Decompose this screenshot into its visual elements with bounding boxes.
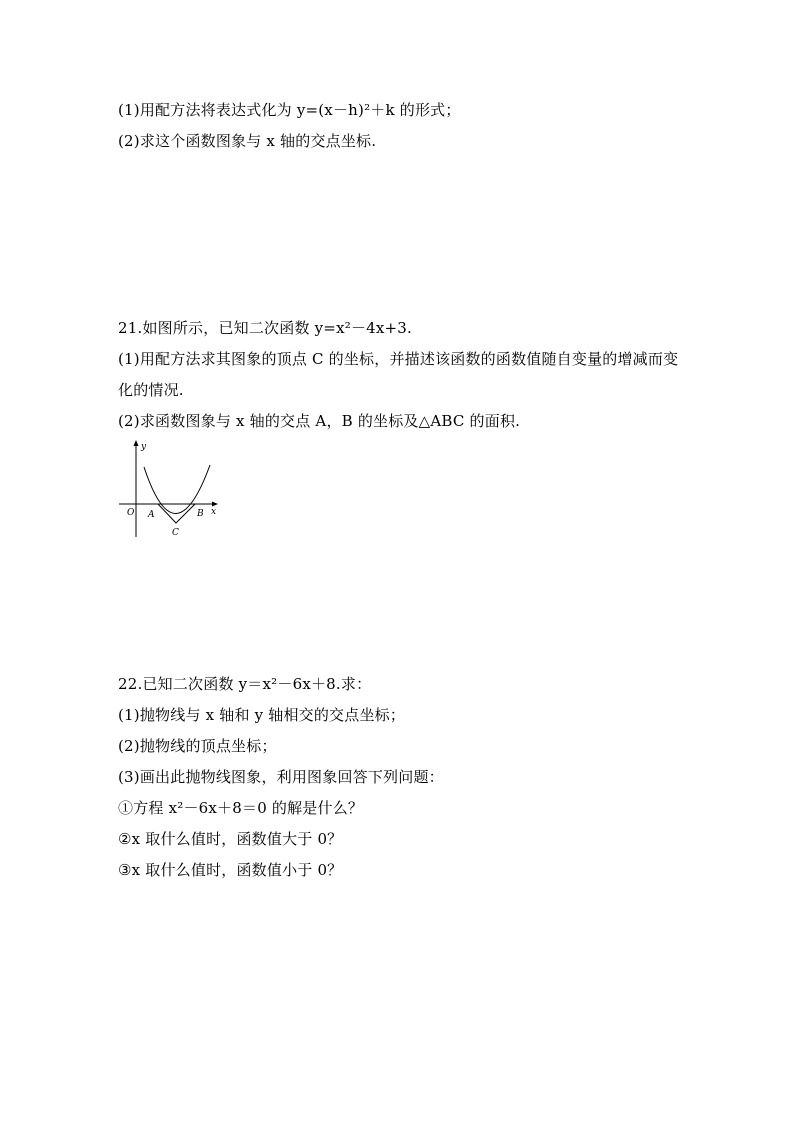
q22-sub3: ③x 取什么值时，函数值小于 0？ [118,861,343,879]
q21-part1-line1: (1)用配方法求其图象的顶点 C 的坐标，并描述该函数的函数值随自变量的增减而变 [118,350,679,368]
label-c: C [172,528,179,538]
q21-part2: (2)求函数图象与 x 轴的交点 A，B 的坐标及△ABC 的面积. [118,412,521,430]
parabola-curve [144,465,210,514]
label-y: y [141,442,147,452]
label-b: B [197,509,204,519]
q21-part1-line2: 化的情况. [118,381,184,399]
q20-part2: (2)求这个函数图象与 x 轴的交点坐标. [118,132,377,150]
q22-sub2: ②x 取什么值时，函数值大于 0？ [118,830,343,848]
x-axis-arrow [212,502,218,507]
q22-title: 22.已知二次函数 y＝x²－6x＋8.求： [118,675,372,693]
label-a: A [148,510,155,520]
q21-title: 21.如图所示，已知二次函数 y=x²－4x+3. [118,319,413,337]
q22-part2: (2)抛物线的顶点坐标； [118,737,277,755]
q22-sub1: ①方程 x²－6x＋8＝0 的解是什么？ [118,799,364,817]
q22-part1: (1)抛物线与 x 轴和 y 轴相交的交点坐标； [118,706,406,724]
q22-part3: (3)画出此抛物线图象，利用图象回答下列问题： [118,768,444,786]
label-o: O [127,508,135,518]
label-x: x [211,507,217,517]
q20-part1: (1)用配方法将表达式化为 y=(x－h)²＋k 的形式； [118,101,461,119]
y-axis-arrow [134,440,139,446]
parabola-figure [114,437,224,541]
